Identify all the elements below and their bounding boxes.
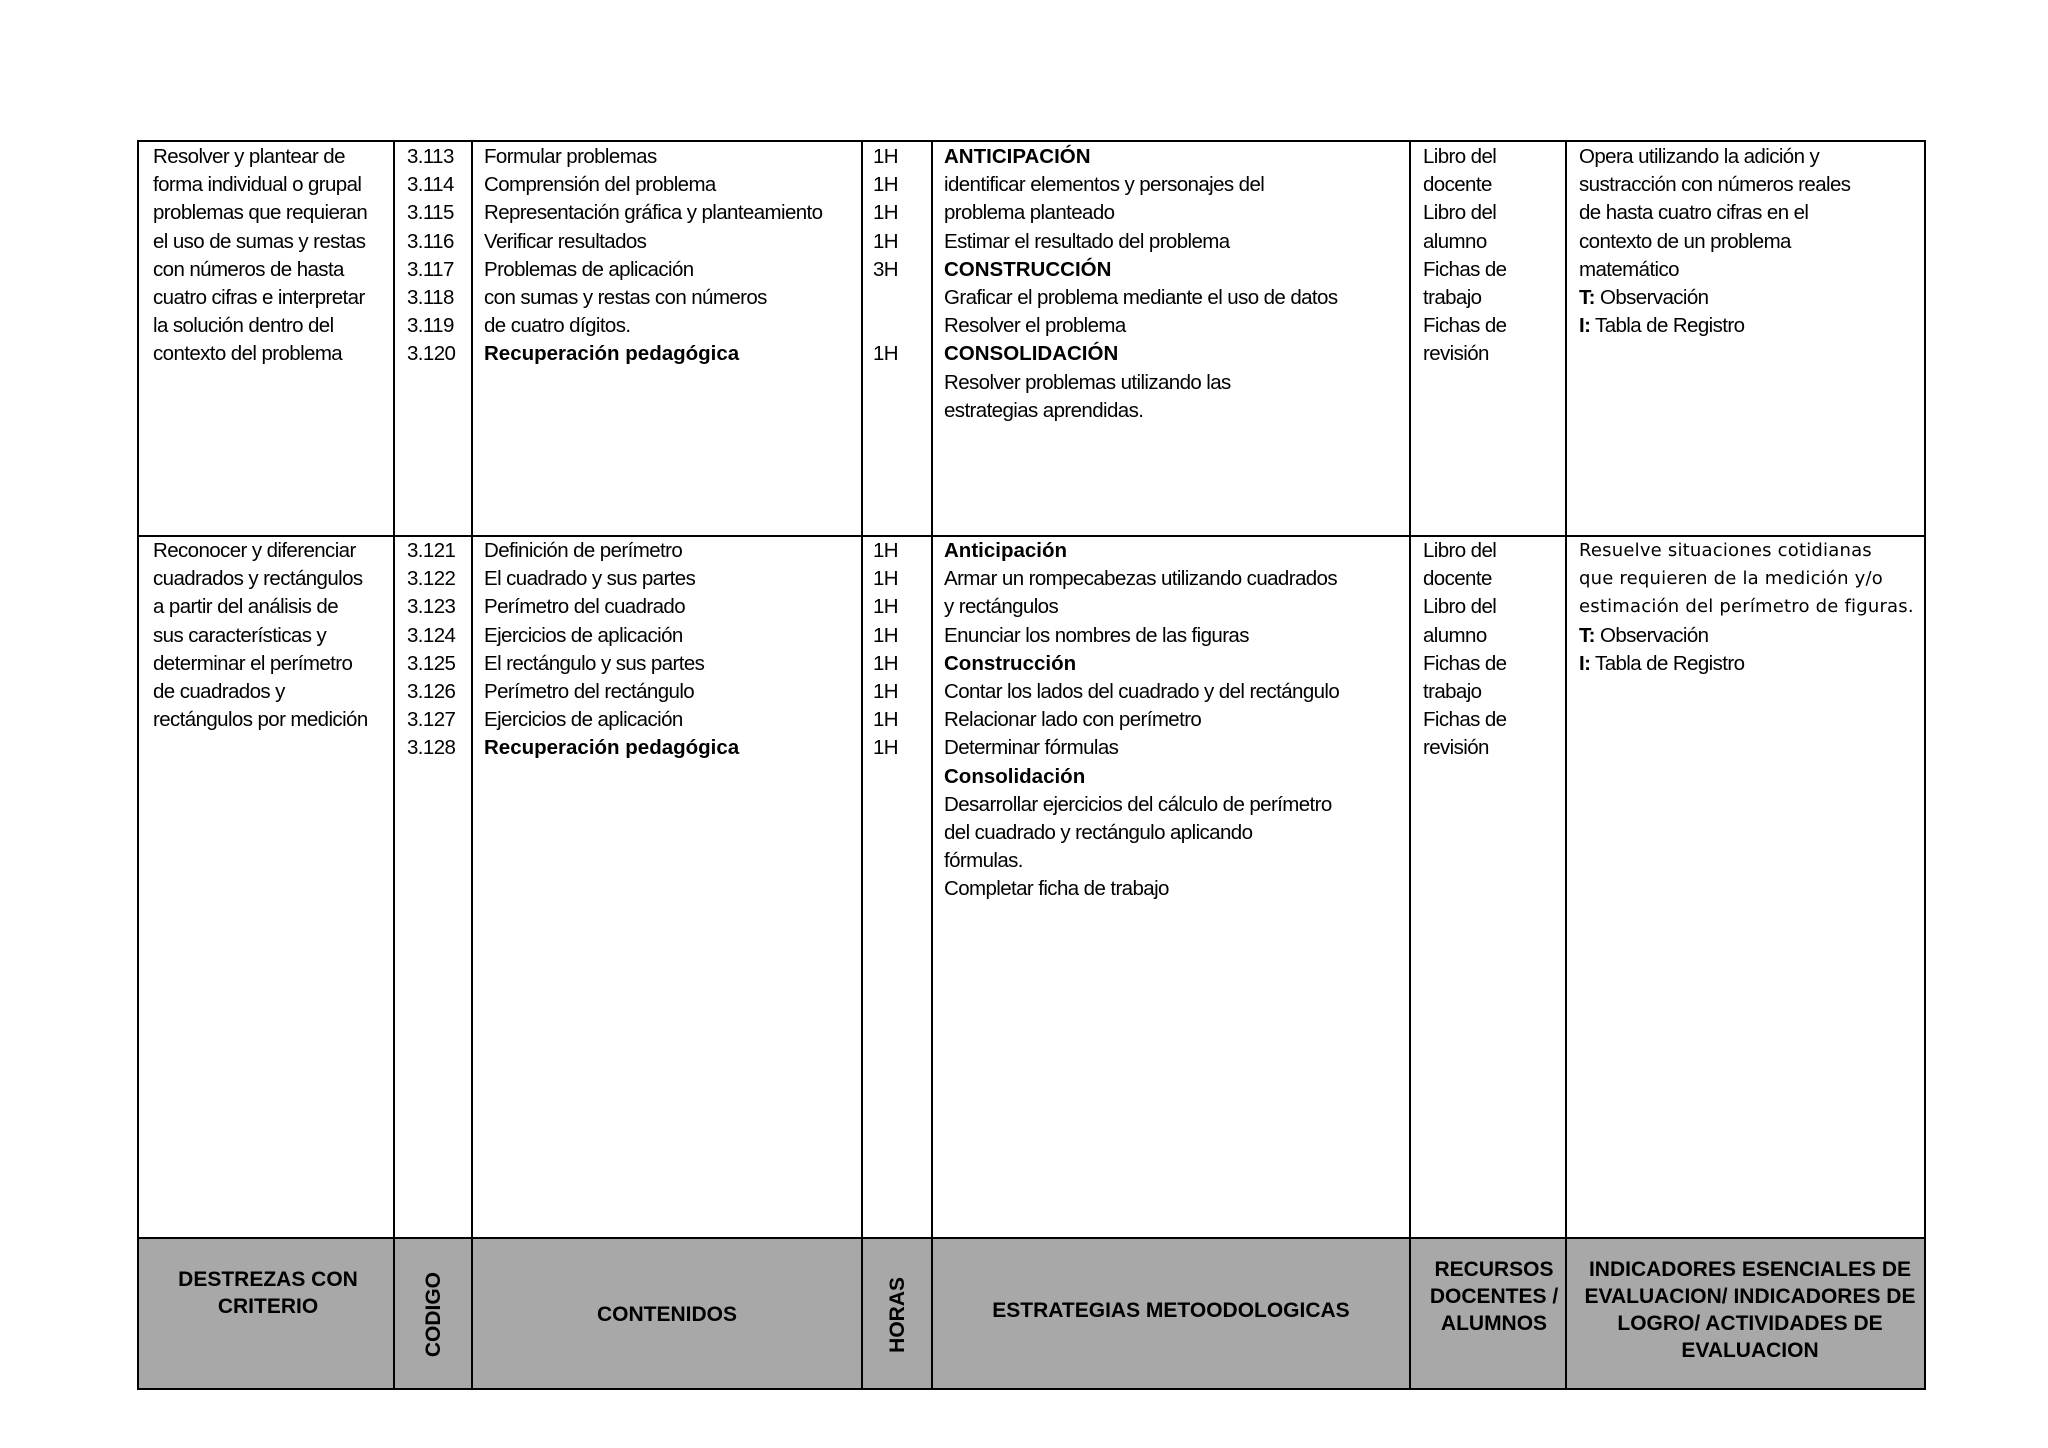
strategy-phase-heading: ANTICIPACIÓN [944, 145, 1091, 168]
resource-line: Libro del [1423, 145, 1497, 168]
hours-line: 1H [873, 708, 899, 732]
text-line: con números de hasta [153, 257, 344, 281]
text-line: rectángulos por medición [153, 708, 368, 732]
text-line: Reconocer y diferenciar [153, 539, 356, 562]
strategy-line: fórmulas. [944, 849, 1023, 873]
text-line: sus características y [153, 623, 327, 647]
row2-codigos [407, 537, 455, 763]
code-line: 3.120 [407, 342, 456, 366]
row1-destreza [153, 143, 367, 369]
hours-line: 1H [873, 173, 899, 197]
text-line: el uso de sumas y restas [153, 229, 366, 253]
header-horas-label: HORAS [885, 1276, 909, 1353]
text-line: problemas que requieran [153, 201, 368, 225]
header-recursos-cell [1429, 1242, 1559, 1382]
header-contenidos: CONTENIDOS [596, 1303, 737, 1326]
content-line: Comprensión del problema [484, 173, 716, 197]
strategy-line: Enunciar los nombres de las figuras [944, 623, 1249, 647]
hours-line: 3H [873, 257, 899, 281]
content-line: Ejercicios de aplicación [484, 708, 683, 732]
content-line: Formular problemas [484, 145, 657, 168]
indicator-line: que requieren de la medición y/o [1579, 568, 1884, 590]
row2-estrategias [944, 537, 1339, 903]
header-indicadores-label: INDICADORES ESENCIALES DE EVALUACION/ INDICADORES DE LOGRO/ ACTIVIDADES DE EVALUACION [1584, 1258, 1916, 1362]
technique-value: Observación [1594, 285, 1709, 309]
resource-line: trabajo [1423, 285, 1482, 309]
technique-label: T: [1579, 285, 1595, 309]
indicator-line: de hasta cuatro cifras en el [1579, 201, 1809, 225]
indicator-line: contexto de un problema [1579, 229, 1791, 253]
strategy-phase-heading: Consolidación [944, 764, 1086, 788]
content-line-bold: Recuperación pedagógica [484, 342, 740, 366]
strategy-phase-heading: CONSTRUCCIÓN [944, 257, 1112, 281]
hours-line: 1H [873, 567, 899, 591]
strategy-phase-heading: Construcción [944, 651, 1077, 675]
indicator-line: Opera utilizando la adición y [1579, 145, 1820, 168]
strategy-phase-heading: Anticipación [944, 539, 1068, 562]
code-line: 3.123 [407, 595, 456, 619]
text-line: Resolver y plantear de [153, 145, 345, 168]
strategy-line: del cuadrado y rectángulo aplicando [944, 820, 1253, 844]
hours-line [873, 284, 898, 312]
hours-line: 1H [873, 539, 899, 562]
code-line: 3.126 [407, 679, 456, 703]
instrument-value: Tabla de Registro [1590, 314, 1745, 338]
instrument-value: Tabla de Registro [1590, 651, 1745, 675]
header-indicadores [1575, 1246, 1925, 1388]
strategy-line: y rectángulos [944, 595, 1059, 619]
strategy-line: Relacionar lado con perímetro [944, 708, 1202, 732]
hours-line: 1H [873, 736, 899, 760]
resource-line: Libro del [1423, 539, 1497, 562]
resource-line: Libro del [1423, 201, 1497, 225]
resource-line: revisión [1423, 736, 1489, 760]
code-line: 3.113 [407, 145, 454, 168]
strategy-line: Estimar el resultado del problema [944, 229, 1230, 253]
resource-line: Libro del [1423, 595, 1497, 619]
strategy-line: Desarrollar ejercicios del cálculo de perímetro [944, 792, 1332, 816]
instrument-line [1579, 650, 1914, 678]
row1-codigos [407, 143, 455, 369]
strategy-line: identificar elementos y personajes del [944, 173, 1265, 197]
strategy-line: problema planteado [944, 201, 1115, 225]
code-line: 3.118 [407, 285, 454, 309]
instrument-label: I: [1579, 314, 1591, 338]
strategy-line: estrategias aprendidas. [944, 398, 1144, 422]
row2-contenidos [484, 537, 739, 763]
hours-line: 1H [873, 342, 899, 366]
indicator-line: matemático [1579, 257, 1679, 281]
instrument-line [1579, 312, 1850, 340]
strategy-phase-heading: CONSOLIDACIÓN [944, 342, 1119, 366]
header-codigo-label: CODIGO [421, 1271, 445, 1358]
strategy-line: Completar ficha de trabajo [944, 877, 1169, 901]
code-line: 3.115 [407, 201, 454, 225]
technique-line [1579, 622, 1914, 650]
indicator-line: sustracción con números reales [1579, 173, 1851, 197]
resource-line: docente [1423, 173, 1492, 197]
hours-line: 1H [873, 595, 899, 619]
resource-line: Fichas de [1423, 314, 1507, 338]
content-line: Ejercicios de aplicación [484, 623, 683, 647]
planning-table [137, 140, 1926, 1390]
hours-line: 1H [873, 679, 899, 703]
technique-value: Observación [1594, 623, 1709, 647]
code-line: 3.119 [407, 314, 454, 338]
text-line: de cuadrados y [153, 679, 285, 703]
content-line-bold: Recuperación pedagógica [484, 736, 740, 760]
header-codigo [395, 1239, 471, 1390]
resource-line: docente [1423, 567, 1492, 591]
code-line: 3.127 [407, 708, 456, 732]
strategy-line: Resolver problemas utilizando las [944, 370, 1231, 394]
content-line: El rectángulo y sus partes [484, 651, 705, 675]
row1-contenidos [484, 143, 822, 369]
content-line: con sumas y restas con números [484, 285, 767, 309]
code-line: 3.125 [407, 651, 456, 675]
row2-recursos [1423, 537, 1506, 763]
row2-destreza [153, 537, 368, 734]
row1-recursos [1423, 143, 1506, 369]
resource-line: alumno [1423, 623, 1487, 647]
hours-line [873, 312, 898, 340]
text-line: cuadrados y rectángulos [153, 567, 363, 591]
hours-line: 1H [873, 623, 899, 647]
header-horas-cell [863, 1239, 931, 1390]
column-divider [861, 142, 863, 1388]
resource-line: Fichas de [1423, 257, 1507, 281]
row1-horas [873, 143, 898, 369]
column-divider [393, 142, 395, 1388]
code-line: 3.121 [407, 539, 456, 562]
content-line: Perímetro del rectángulo [484, 679, 695, 703]
resource-line: trabajo [1423, 679, 1482, 703]
content-line: Problemas de aplicación [484, 257, 694, 281]
resource-line: alumno [1423, 229, 1487, 253]
resource-line: Fichas de [1423, 651, 1507, 675]
content-line: Perímetro del cuadrado [484, 595, 686, 619]
code-line: 3.114 [407, 173, 454, 197]
technique-label: T: [1579, 623, 1595, 647]
content-line: de cuatro dígitos. [484, 314, 631, 338]
instrument-label: I: [1579, 651, 1591, 675]
text-line: determinar el perímetro [153, 651, 353, 675]
header-estrategias: ESTRATEGIAS METOODOLOGICAS [992, 1298, 1350, 1322]
strategy-line: Graficar el problema mediante el uso de datos [944, 285, 1338, 309]
code-line: 3.116 [407, 229, 454, 253]
text-line: cuatro cifras e interpretar [153, 285, 365, 309]
row1-estrategias [944, 143, 1337, 425]
strategy-line: Resolver el problema [944, 314, 1126, 338]
column-divider [1409, 142, 1411, 1388]
text-line: contexto del problema [153, 342, 343, 366]
header-destrezas: DESTREZAS CON CRITERIO [178, 1268, 358, 1318]
indicator-line: estimación del perímetro de figuras. [1579, 596, 1914, 618]
text-line: a partir del análisis de [153, 595, 339, 619]
code-line: 3.124 [407, 623, 456, 647]
content-line: El cuadrado y sus partes [484, 567, 696, 591]
content-line: Definición de perímetro [484, 539, 683, 562]
code-line: 3.122 [407, 567, 456, 591]
strategy-line: Contar los lados del cuadrado y del rectángulo [944, 679, 1340, 703]
hours-line: 1H [873, 651, 899, 675]
text-line: la solución dentro del [153, 314, 334, 338]
column-divider [931, 142, 933, 1388]
content-line: Verificar resultados [484, 229, 647, 253]
text-line: forma individual o grupal [153, 173, 362, 197]
code-line: 3.128 [407, 736, 456, 760]
indicator-line: Resuelve situaciones cotidianas [1579, 540, 1872, 561]
hours-line: 1H [873, 229, 899, 253]
hours-line: 1H [873, 145, 899, 168]
column-divider [471, 142, 473, 1388]
strategy-line: Armar un rompecabezas utilizando cuadrados [944, 567, 1337, 591]
hours-line: 1H [873, 201, 899, 225]
technique-line [1579, 284, 1850, 312]
column-divider [1565, 142, 1567, 1388]
resource-line: Fichas de [1423, 708, 1507, 732]
content-line: Representación gráfica y planteamiento [484, 201, 823, 225]
row1-indicadores [1579, 143, 1850, 340]
header-recursos-label: RECURSOS DOCENTES / ALUMNOS [1429, 1258, 1559, 1335]
code-line: 3.117 [407, 257, 454, 281]
resource-line: revisión [1423, 342, 1489, 366]
row2-horas [873, 537, 898, 763]
strategy-line: Determinar fórmulas [944, 736, 1119, 760]
row2-indicadores [1579, 537, 1914, 678]
